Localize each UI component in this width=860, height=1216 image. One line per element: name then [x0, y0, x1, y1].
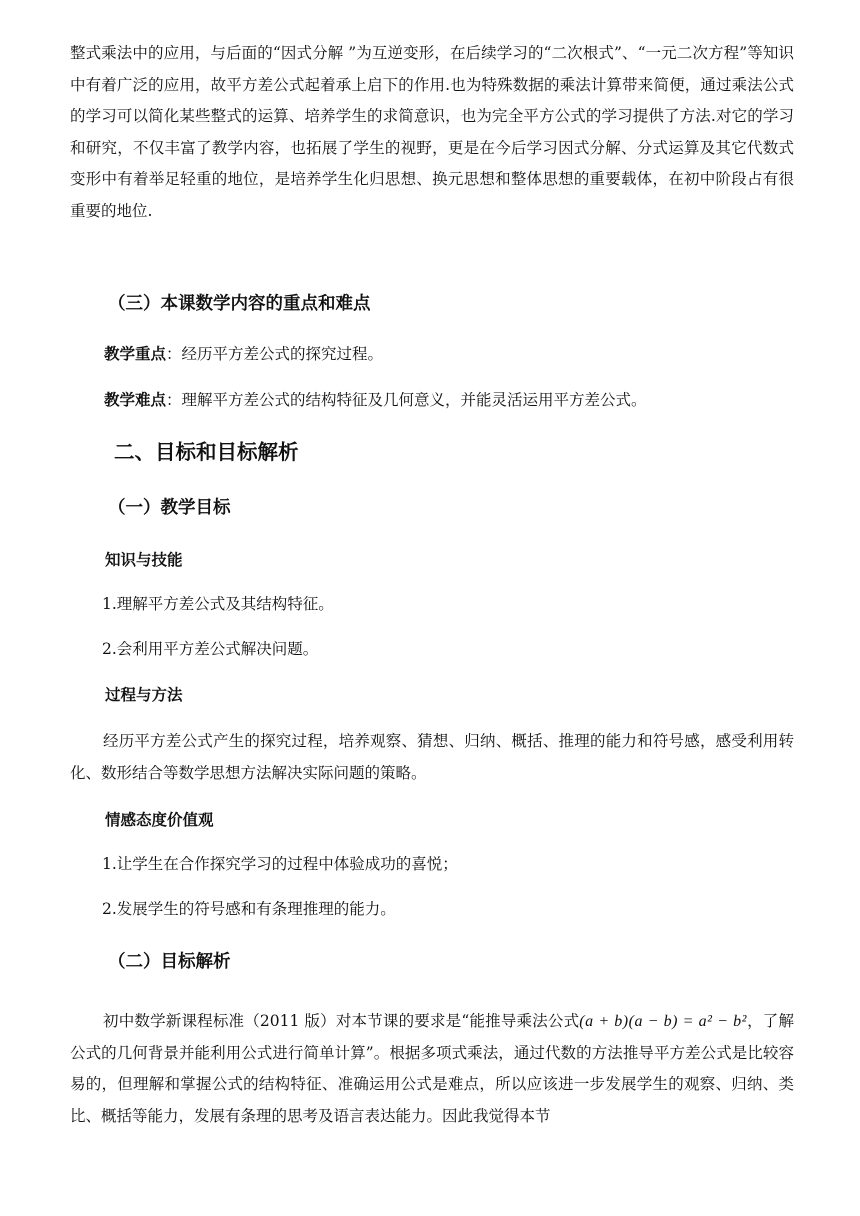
teaching-focus-label: 教学重点 — [104, 345, 167, 363]
section-heading-goal-analysis: （二）目标解析 — [108, 952, 231, 972]
emotion-item-1: 1.让学生在合作探究学习的过程中体验成功的喜悦； — [102, 855, 458, 873]
knowledge-item-2: 2.会利用平方差公式解决问题。 — [102, 640, 319, 658]
goal-analysis-paragraph — [70, 1006, 794, 1132]
difference-of-squares-formula: (a + b)(a − b) = a² − b² — [579, 1013, 747, 1030]
emotion-item-2: 2.发展学生的符号感和有条理推理的能力。 — [102, 900, 396, 918]
section-heading-teaching-goals: （一）教学目标 — [108, 498, 231, 518]
intro-paragraph: 整式乘法中的应用，与后面的“因式分解 ”为互逆变形，在后续学习的“二次根式”、“一元二次方程”等知识中有着广泛的应用，故平方差公式起着承上启下的作用.也为特殊数据的乘法计算带来简便，通过乘法公式的学习可以简化某些整式的运算、培养学生的求简意识，也为完全平方公式的学习提供了方法.对它的学习和研究，不仅丰富了教学内容，也拓展了学生的视野，更是在今后学习因式分解、分式运算及其它代数式变形中有着举足轻重的地位，是培养学生化归思想、换元思想和整体思想的重要载体，在初中阶段占有很重要的地位. — [70, 44, 794, 220]
subheading-knowledge-skills: 知识与技能 — [105, 551, 183, 569]
knowledge-item-1: 1.理解平方差公式及其结构特征。 — [102, 595, 334, 613]
teaching-focus-text: ：经历平方差公式的探究过程。 — [166, 345, 384, 363]
teaching-difficulty-line — [104, 389, 647, 411]
process-methods-paragraph: 经历平方差公式产生的探究过程，培养观察、猜想、归纳、概括、推理的能力和符号感，感受利用转化、数形结合等数学思想方法解决实际问题的策略。 — [70, 732, 794, 782]
goal-analysis-text-before: 初中数学新课程标准（2011 版）对本节课的要求是“能推导乘法公式 — [103, 1012, 580, 1030]
section-heading-key-points: （三）本课数学内容的重点和难点 — [108, 294, 371, 314]
goal-analysis-text-after: ，了解公式的几何背景并能利用公式进行简单计算”。根据多项式乘法，通过代数的方法推导平方差公式是比较容易的，但理解和掌握公式的结构特征、准确运用公式是难点，所以应该进一步发展学生的观察、归纳、类比、概括等能力，发展有条理的思考及语言表达能力。因此我觉得本节 — [70, 1012, 794, 1125]
teaching-difficulty-text: ：理解平方差公式的结构特征及几何意义，并能灵活运用平方差公式。 — [166, 391, 647, 409]
subheading-emotion-values: 情感态度价值观 — [105, 811, 214, 829]
teaching-focus-line — [104, 343, 383, 365]
chapter-heading-objectives: 二、目标和目标解析 — [114, 440, 299, 464]
subheading-process-methods: 过程与方法 — [105, 686, 183, 704]
teaching-difficulty-label: 教学难点 — [104, 391, 167, 409]
